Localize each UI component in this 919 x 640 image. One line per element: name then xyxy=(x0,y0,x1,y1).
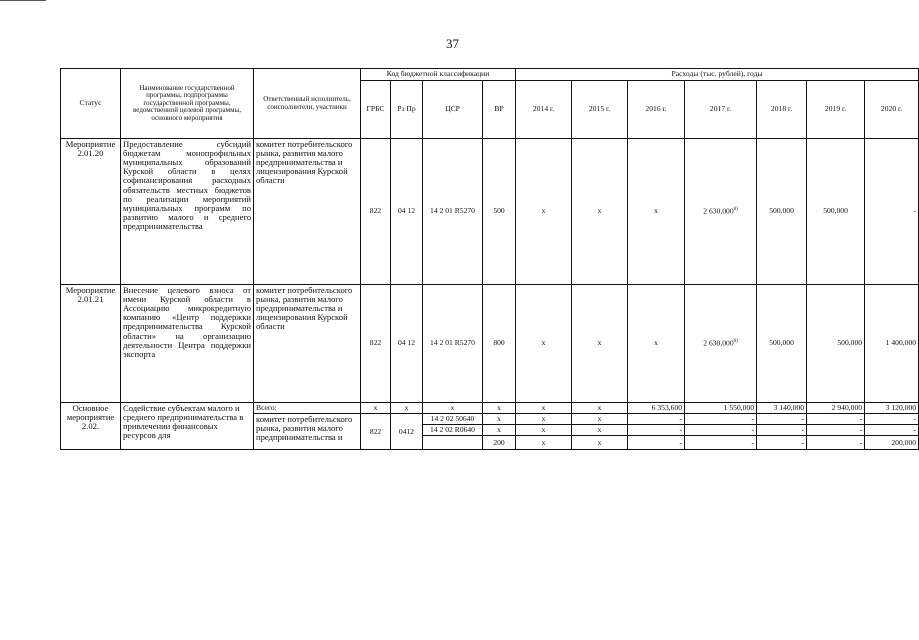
header-name: Наименование государственной программы, подпрограммы государственной программы, ведомственной целевой программы, основного мероприятия xyxy=(121,69,254,139)
cell-rzpr: 04 12 xyxy=(391,285,423,403)
header-status: Статус xyxy=(61,69,121,139)
cell-2017: - xyxy=(685,414,757,425)
header-responsible: Ответственный исполнитель, соисполнители, участники xyxy=(254,69,361,139)
cell-2018: - xyxy=(757,436,807,450)
cell-csr: 14 2 02 50640 xyxy=(423,414,483,425)
cell-2015: x xyxy=(572,425,628,436)
cell-2019: - xyxy=(807,414,865,425)
row-responsible: комитет потребительского рынка, развития малого предпринимательства и лицензирования Курской области xyxy=(254,139,361,285)
row-responsible: комитет потребительского рынка, развития малого предпринимательства и лицензирования Курской области xyxy=(254,285,361,403)
cell-2019: 500,000 xyxy=(807,139,865,285)
cell-rzpr: 04 12 xyxy=(391,139,423,285)
cell-total-2017: 1 550,000 xyxy=(685,403,757,414)
cell-csr xyxy=(423,436,483,450)
footnote-marker: 6) xyxy=(733,207,738,213)
cell-2016: - xyxy=(628,414,685,425)
row-responsible: комитет потребительского рынка, развития малого предпринимательства и xyxy=(254,414,361,450)
cell-2018: 500,000 xyxy=(757,139,807,285)
cell-total-2016: 6 353,600 xyxy=(628,403,685,414)
cell-2015: x xyxy=(572,139,628,285)
cell-2017 xyxy=(685,139,757,285)
cell-total-vr: x xyxy=(483,403,516,414)
cell-2014: x xyxy=(516,425,572,436)
cell-vr: x xyxy=(483,414,516,425)
header-row-groups xyxy=(61,69,919,81)
cell-2015: x xyxy=(572,414,628,425)
cell-grbs: 822 xyxy=(361,414,391,450)
cell-total-grbs: x xyxy=(361,403,391,414)
cell-2017: - xyxy=(685,436,757,450)
cell-vr: 800 xyxy=(483,285,516,403)
header-vr: ВР xyxy=(483,81,516,139)
cell-grbs: 822 xyxy=(361,285,391,403)
cell-2020: 200,000 xyxy=(865,436,919,450)
cell-vr: 500 xyxy=(483,139,516,285)
cell-rzpr: 0412 xyxy=(391,414,423,450)
cell-total-2019: 2 940,000 xyxy=(807,403,865,414)
cell-2016: x xyxy=(628,285,685,403)
header-year-2018: 2018 г. xyxy=(757,81,807,139)
cell-2016: - xyxy=(628,436,685,450)
budget-table xyxy=(60,68,919,450)
table-row-total xyxy=(61,403,919,414)
cell-grbs: 822 xyxy=(361,139,391,285)
cell-2015: x xyxy=(572,436,628,450)
header-csr: ЦСР xyxy=(423,81,483,139)
table-row xyxy=(61,139,919,285)
row-name: Содействие субъектам малого и среднего предпринимательства в привлечении финансовых ресурсов для xyxy=(121,403,254,450)
cell-vr: 200 xyxy=(483,436,516,450)
page-number: 37 xyxy=(446,36,459,51)
footnote-marker: 6) xyxy=(733,339,738,345)
cell-total-csr: x xyxy=(423,403,483,414)
cell-total-2015: x xyxy=(572,403,628,414)
cell-2017: - xyxy=(685,425,757,436)
cell-2020: 1 400,000 xyxy=(865,285,919,403)
cell-total-2014: x xyxy=(516,403,572,414)
table-row xyxy=(61,285,919,403)
header-year-2017: 2017 г. xyxy=(685,81,757,139)
cell-csr: 14 2 01 R5270 xyxy=(423,139,483,285)
header-year-2014: 2014 г. xyxy=(516,81,572,139)
cell-2018: 500,000 xyxy=(757,285,807,403)
cell-2018: - xyxy=(757,425,807,436)
cell-2016: - xyxy=(628,425,685,436)
header-grbs: ГРБС xyxy=(361,81,391,139)
header-year-2020: 2020 г. xyxy=(865,81,919,139)
scan-corner-mark xyxy=(0,0,46,1)
cell-total-2018: 3 140,000 xyxy=(757,403,807,414)
cell-2014: x xyxy=(516,414,572,425)
row-name: Внесение целевого взноса от имени Курской области в Ассоциацию микрокредитную компанию «Центр поддержки предпринимательства Курской области» на организацию деятельности Центра поддержки экспорта xyxy=(121,285,254,403)
header-year-2015: 2015 г. xyxy=(572,81,628,139)
cell-2020: - xyxy=(865,425,919,436)
header-expenses-group: Расходы (тыс. рублей), годы xyxy=(516,69,919,81)
cell-2016: x xyxy=(628,139,685,285)
cell-2014: x xyxy=(516,139,572,285)
cell-csr: 14 2 02 R0640 xyxy=(423,425,483,436)
cell-vr: x xyxy=(483,425,516,436)
row-status: Мероприятие 2.01.20 xyxy=(61,139,121,285)
cell-2020: - xyxy=(865,139,919,285)
cell-2018: - xyxy=(757,414,807,425)
cell-total-rzpr: x xyxy=(391,403,423,414)
row-status: Мероприятие 2.01.21 xyxy=(61,285,121,403)
header-year-2016: 2016 г. xyxy=(628,81,685,139)
cell-2017-value: 2 630,000 xyxy=(703,338,734,348)
cell-2014: x xyxy=(516,436,572,450)
cell-2017-value: 2 630,000 xyxy=(703,206,734,216)
cell-csr: 14 2 01 R5270 xyxy=(423,285,483,403)
row-name: Предоставление субсидий бюджетам монопрофильных муниципальных образований Курской области в целях софинансирования расходных обязательств местных бюджетов по реализации мероприятий муниципальных программ по развитию малого и среднего предпринимательства xyxy=(121,139,254,285)
cell-2020: - xyxy=(865,414,919,425)
cell-2014: x xyxy=(516,285,572,403)
cell-2019: 500,000 xyxy=(807,285,865,403)
cell-2019: - xyxy=(807,425,865,436)
header-rzpr: Рз Пр xyxy=(391,81,423,139)
header-budget-code-group: Код бюджетной классификации xyxy=(361,69,516,81)
row-status: Основное мероприятие 2.02. xyxy=(61,403,121,450)
header-year-2019: 2019 г. xyxy=(807,81,865,139)
cell-2015: x xyxy=(572,285,628,403)
cell-total-2020: 3 120,000 xyxy=(865,403,919,414)
cell-2017 xyxy=(685,285,757,403)
cell-total-label: Всего: xyxy=(254,403,361,414)
cell-2019: - xyxy=(807,436,865,450)
